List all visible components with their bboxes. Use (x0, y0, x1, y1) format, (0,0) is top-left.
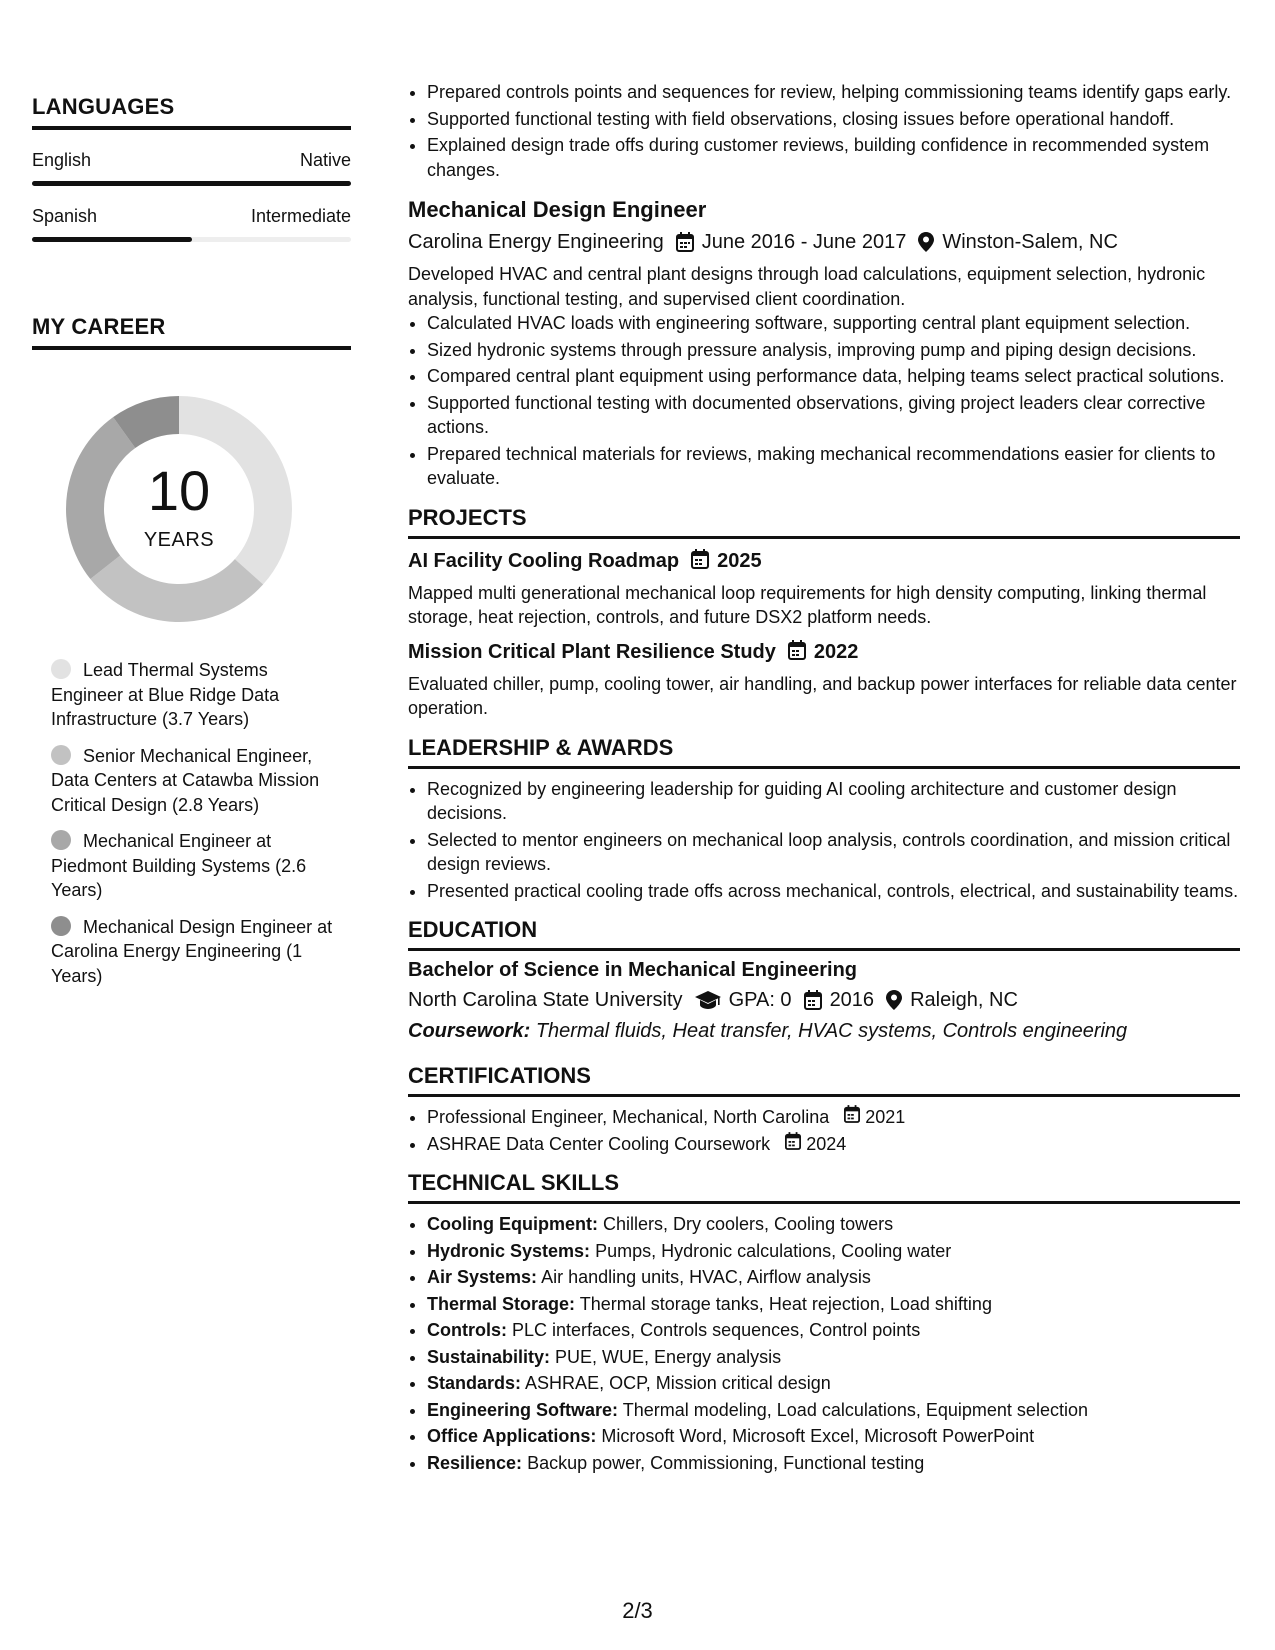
bullet-item: • Calculated HVAC loads with engineering software, supporting central plant equipment selection. (427, 311, 1240, 336)
language-level: Intermediate (250, 206, 351, 226)
legend-dot-icon (51, 830, 71, 850)
bullet-item: • Prepared controls points and sequences for review, helping commissioning teams identify gaps early. (427, 80, 1240, 105)
language-bar (32, 181, 351, 186)
left-column (32, 94, 351, 1000)
career-legend-item: Mechanical Engineer at Piedmont Building Systems (2.6 Years) (51, 831, 307, 900)
projects-heading: PROJECTS (408, 505, 1240, 539)
skill-item: • Cooling Equipment: Chillers, Dry coolers, Cooling towers (427, 1212, 1240, 1237)
certification-item: • Professional Engineer, Mechanical, North Carolina 2021 (427, 1105, 1240, 1130)
language-name: English (32, 150, 92, 170)
coursework-list: Thermal fluids, Heat transfer, HVAC systems, Controls engineering (535, 1020, 1128, 1042)
skill-item: • Sustainability: PUE, WUE, Energy analysis (427, 1345, 1240, 1370)
career-donut-chart (64, 394, 294, 624)
bullet-item: • Explained design trade offs during customer reviews, building confidence in recommended system changes. (427, 133, 1240, 182)
language-name: Spanish (32, 206, 98, 226)
job-location: Winston-Salem, NC (942, 231, 1118, 253)
language-bar-fill (32, 237, 192, 242)
bullet-item: • Supported functional testing with documented observations, giving project leaders clear corrective actions. (427, 391, 1240, 440)
bullet-item: • Presented practical cooling trade offs across mechanical, controls, electrical, and sustainability teams. (427, 879, 1240, 904)
skill-item: • Engineering Software: Thermal modeling, Load calculations, Equipment selection (427, 1398, 1240, 1423)
calendar-icon (691, 549, 709, 575)
job-summary: Developed HVAC and central plant designs through load calculations, equipment selection, hydronic analysis, functional testing, and supervised client coordination. (408, 264, 1206, 309)
location-pin-icon (918, 232, 934, 252)
job-dates: June 2016 - June 2017 (701, 231, 907, 253)
right-column (408, 80, 1240, 1477)
language-item (32, 150, 351, 186)
previous-job-bullets (408, 80, 1240, 182)
calendar-icon (676, 232, 694, 252)
degree-title: Bachelor of Science in Mechanical Engineering (408, 959, 858, 981)
career-legend (51, 658, 341, 988)
career-years-label: YEARS (143, 528, 215, 551)
job-company: Carolina Energy Engineering (408, 231, 664, 253)
leadership-bullets (408, 777, 1240, 904)
legend-dot-icon (51, 659, 71, 679)
skill-item: • Standards: ASHRAE, OCP, Mission critical design (427, 1371, 1240, 1396)
bullet-item: • Recognized by engineering leadership for guiding AI cooling architecture and customer design decisions. (427, 777, 1240, 826)
calendar-icon (785, 1132, 801, 1150)
bullet-item: • Prepared technical materials for reviews, making mechanical recommendations easier for clients to evaluate. (427, 442, 1240, 491)
graduation-cap-icon (695, 991, 721, 1009)
certifications-heading: CERTIFICATIONS (408, 1063, 1240, 1097)
legend-dot-icon (51, 916, 71, 936)
project-item (408, 640, 1240, 721)
location-pin-icon (886, 990, 902, 1010)
calendar-icon (844, 1105, 860, 1123)
project-title: AI Facility Cooling Roadmap (408, 550, 680, 572)
school-location: Raleigh, NC (910, 989, 1018, 1011)
certification-year: 2021 (865, 1107, 906, 1127)
certifications-list (408, 1105, 1240, 1156)
career-total-years: 10 (147, 458, 211, 522)
coursework-label: Coursework: (408, 1020, 531, 1042)
page-number: 2/3 (622, 1598, 653, 1623)
language-bar-fill (32, 181, 351, 186)
bullet-item: • Supported functional testing with field observations, closing issues before operational handoff. (427, 107, 1240, 132)
job-bullets (408, 311, 1240, 491)
language-level: Native (299, 150, 351, 170)
bullet-item: • Compared central plant equipment using performance data, helping teams select practical solutions. (427, 364, 1240, 389)
project-description: Mapped multi generational mechanical loop requirements for high density computing, linking thermal storage, heat rejection, controls, and future DSX2 platform needs. (408, 582, 1207, 627)
career-legend-item: Lead Thermal Systems Engineer at Blue Ridge Data Infrastructure (3.7 Years) (51, 660, 280, 729)
certification-item: • ASHRAE Data Center Cooling Coursework 2024 (427, 1132, 1240, 1157)
project-item (408, 549, 1240, 630)
languages-heading: LANGUAGES (32, 94, 351, 130)
education-heading: EDUCATION (408, 917, 1240, 951)
graduation-year: 2016 (829, 989, 875, 1011)
bullet-item: • Sized hydronic systems through pressure analysis, improving pump and piping design decisions. (427, 338, 1240, 363)
certification-year: 2024 (806, 1133, 847, 1154)
skill-item: • Air Systems: Air handling units, HVAC, Airflow analysis (427, 1265, 1240, 1290)
job-title: Mechanical Design Engineer (408, 197, 707, 222)
coursework (408, 1020, 1240, 1043)
gpa: GPA: 0 (728, 989, 792, 1011)
language-bar (32, 237, 351, 242)
project-year: 2025 (717, 550, 762, 572)
skill-item: • Thermal Storage: Thermal storage tanks, Heat rejection, Load shifting (427, 1292, 1240, 1317)
project-description: Evaluated chiller, pump, cooling tower, air handling, and backup power interfaces for reliable data center operation. (408, 673, 1237, 718)
project-year: 2022 (813, 641, 859, 663)
legend-dot-icon (51, 745, 71, 765)
calendar-icon (788, 640, 806, 666)
skill-item: • Office Applications: Microsoft Word, Microsoft Excel, Microsoft PowerPoint (427, 1424, 1240, 1449)
skill-item: • Resilience: Backup power, Commissioning, Functional testing (427, 1451, 1240, 1476)
skills-heading: TECHNICAL SKILLS (408, 1170, 1240, 1204)
skill-item: • Controls: PLC interfaces, Controls sequences, Control points (427, 1318, 1240, 1343)
skill-item: • Hydronic Systems: Pumps, Hydronic calculations, Cooling water (427, 1239, 1240, 1264)
calendar-icon (804, 990, 822, 1010)
career-legend-item: Senior Mechanical Engineer, Data Centers at Catawba Mission Critical Design (2.8 Years) (51, 745, 320, 815)
job-meta (408, 228, 1240, 256)
language-item (32, 206, 351, 242)
leadership-heading: LEADERSHIP & AWARDS (408, 735, 1240, 769)
school-name: North Carolina State University (408, 989, 683, 1011)
bullet-item: • Selected to mentor engineers on mechanical loop analysis, controls coordination, and mission critical design reviews. (427, 828, 1240, 877)
project-title: Mission Critical Plant Resilience Study (408, 641, 776, 663)
skills-list (408, 1212, 1240, 1475)
career-heading: MY CAREER (32, 314, 351, 350)
career-legend-item: Mechanical Design Engineer at Carolina Energy Engineering (1 Years) (51, 916, 333, 986)
education-meta (408, 986, 1240, 1014)
